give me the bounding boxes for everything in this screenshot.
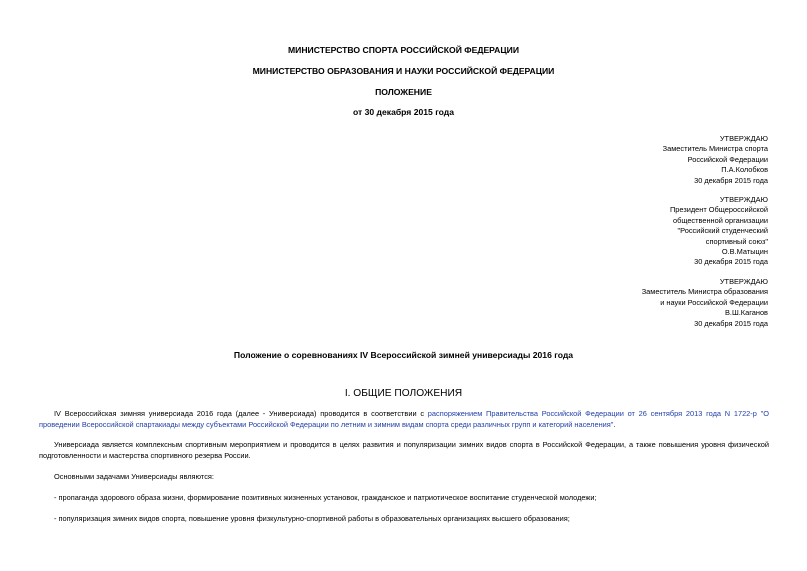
approval-line: "Российский студенческий (677, 226, 768, 236)
government-decree-link[interactable]: распоряжением Правительства Российской Федерации от 26 сентября 2013 года N 1722-р "О проведении Всероссийской спартакиады между субъектами Российской Федерации по летним и зимним видам спорта среди различных групп и категорий населения" (39, 409, 769, 430)
paragraph-text: IV Всероссийская зимняя универсиада 2016 года (далее - Универсиада) проводится в соответствии с (54, 409, 428, 418)
document-title: Положение о соревнованиях IV Всероссийской зимней универсиады 2016 года (233, 350, 574, 360)
approval-block-student-union (670, 195, 768, 268)
document-date-heading: от 30 декабря 2015 года (352, 107, 455, 117)
approval-line: Российской Федерации (687, 154, 768, 164)
approval-line: УТВЕРЖДАЮ (719, 195, 768, 204)
approval-line: УТВЕРЖДАЮ (719, 134, 768, 143)
paragraph-purpose: Универсиада является комплексным спортивным мероприятием и проводится в целях развития и популяризации зимних видов спорта в Российской Федерации, а также повышения уровня физической подготовленности и мастерства спортивного резерва России. (39, 440, 769, 461)
approval-line: УТВЕРЖДАЮ (719, 277, 768, 286)
approval-line: Заместитель Министра спорта (662, 144, 768, 154)
approval-line: 30 декабря 2015 года (694, 257, 768, 267)
list-item-winter-sports: - популяризация зимних видов спорта, повышение уровня физкультурно-спортивной работы в образовательных организациях высшего образования; (54, 514, 570, 523)
approval-line: общественной организации (672, 215, 768, 225)
paragraph-legal-basis (39, 408, 769, 430)
approval-block-education-ministry (642, 277, 768, 329)
approval-line: Президент Общероссийской (669, 205, 768, 215)
ministry-education-heading: МИНИСТЕРСТВО ОБРАЗОВАНИЯ И НАУКИ РОССИЙСКОЙ ФЕДЕРАЦИИ (252, 66, 555, 76)
approval-line: В.Ш.Каганов (725, 308, 768, 318)
approval-block-sport-ministry (663, 134, 768, 186)
approval-line: Заместитель Министра образования (641, 287, 768, 297)
document-type-heading: ПОЛОЖЕНИЕ (375, 87, 432, 97)
approval-line: 30 декабря 2015 года (694, 318, 768, 328)
paragraph-text: . (613, 420, 616, 430)
approval-line: 30 декабря 2015 года (694, 175, 768, 185)
approval-line: О.В.Матыцин (721, 247, 768, 257)
section-heading: I. ОБЩИЕ ПОЛОЖЕНИЯ (344, 388, 463, 399)
list-item-healthy-lifestyle: - пропаганда здорового образа жизни, формирование позитивных жизненных установок, гражданское и патриотическое воспитание студенческой молодежи; (54, 493, 597, 502)
ministry-sport-heading: МИНИСТЕРСТВО СПОРТА РОССИЙСКОЙ ФЕДЕРАЦИИ (287, 45, 519, 55)
approval-line: П.А.Колобков (721, 165, 768, 175)
approval-line: спортивный союз" (705, 236, 768, 246)
approval-line: и науки Российской Федерации (660, 297, 768, 307)
paragraph-tasks-intro: Основными задачами Универсиады являются: (54, 472, 214, 481)
